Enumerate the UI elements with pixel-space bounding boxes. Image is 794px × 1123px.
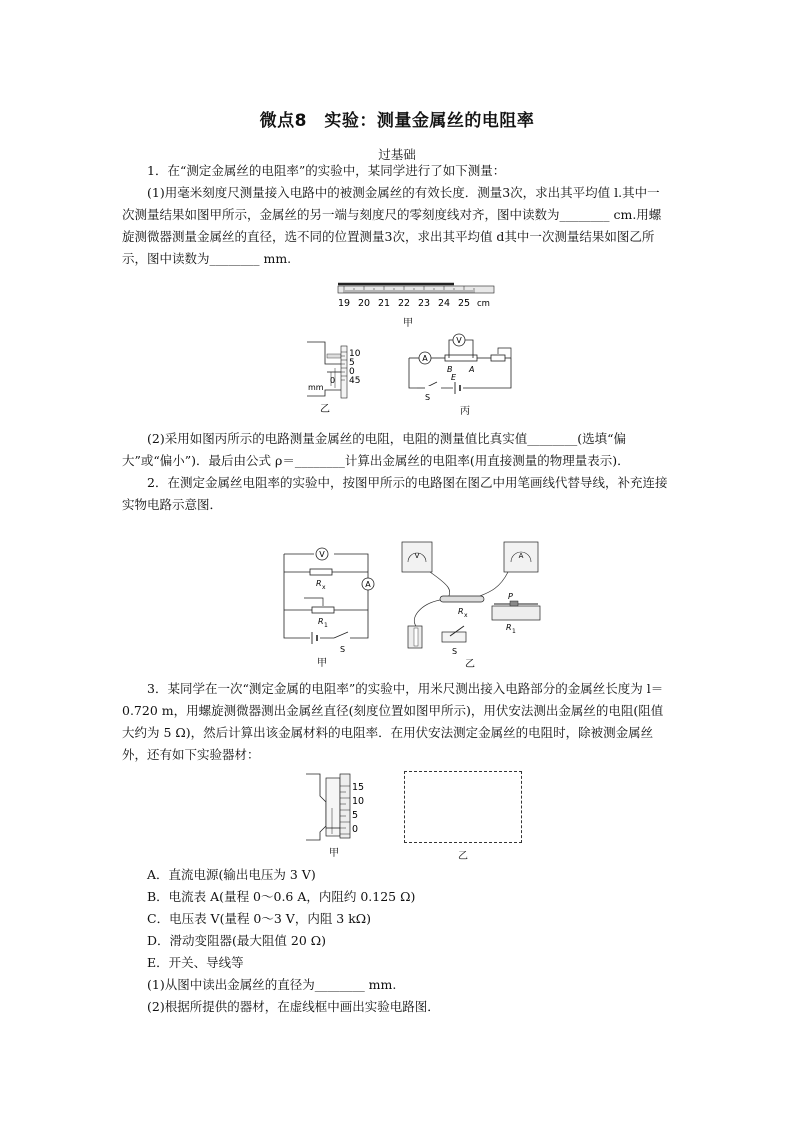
question-3 — [122, 678, 672, 766]
micrometer-label-0: 0 — [349, 367, 355, 377]
voltmeter-label: V — [319, 550, 325, 559]
ruler-label: 24 — [437, 298, 451, 309]
r1-subscript: 1 — [512, 628, 516, 635]
question-1 — [122, 160, 672, 270]
ruler-unit: cm — [477, 299, 490, 309]
option-d: D．滑动变阻器(最大阻值 20 Ω) — [147, 933, 326, 948]
q3-text: 3．某同学在一次“测定金属的电阻率”的实验中，用米尺测出接入电路部分的金属丝长度为 l＝0.720 m，用螺旋测微器测出金属丝直径(刻度位置如图甲所示)，用伏安法测出金属丝的电阻(阻值大约为 5 Ω)，然后计算出该金属材料的电阻率．在用伏安法测定金属丝的电阻时，除被测金属丝外，还有如下实验器材： — [122, 681, 664, 762]
connecting-wire — [414, 600, 440, 626]
rheostat-symbol — [491, 355, 505, 361]
ammeter-label: A — [422, 354, 428, 363]
q1-lead: 1．在“测定金属丝的电阻率”的实验中，某同学进行了如下测量： — [147, 163, 506, 178]
option-c: C．电压表 V(量程 0～3 V，内阻 3 kΩ) — [147, 911, 372, 926]
micrometer-label-10: 10 — [352, 796, 365, 807]
fig-caption-jia: 甲 — [317, 658, 327, 669]
q1-micrometer-figure — [303, 338, 373, 416]
micrometer-zero: 0 — [330, 376, 336, 385]
r1-slider — [304, 598, 323, 606]
rx-subscript: x — [464, 612, 468, 619]
fig-caption-yi: 乙 — [320, 404, 330, 415]
micrometer-unit: mm — [308, 383, 324, 392]
micrometer-label-5: 5 — [349, 358, 355, 368]
micrometer-label-15: 15 — [352, 782, 365, 793]
option-b: B．电流表 A(量程 0～0.6 A，内阻约 0.125 Ω) — [147, 889, 416, 904]
connecting-wire — [480, 572, 508, 596]
fig-caption-jia: 甲 — [403, 318, 413, 329]
battery-gap — [453, 382, 463, 394]
ruler-label: 19 — [337, 298, 351, 309]
fig-caption-yi: 乙 — [465, 659, 475, 670]
switch-label: S — [425, 393, 431, 402]
connecting-wire — [430, 572, 450, 598]
rx-wire-board — [440, 596, 484, 602]
q2-schematic-figure — [276, 544, 376, 670]
q2-apparatus-figure — [400, 540, 545, 670]
ruler-label: 23 — [417, 298, 431, 309]
q1-part1: (1)用毫米刻度尺测量接入电路中的被测金属丝的有效长度．测量3次，求出其平均值 l.其中一次测量结果如图甲所示，金属丝的另一端与刻度尺的零刻度线对齐，图中读数为________ cm.用螺旋测微器测量金属丝的直径，选不同的位置测量3次，求出其平均值 d其中一次测量结果如图乙所示，图中读数为________ mm. — [122, 185, 662, 266]
page-title: 微点8 实验：测量金属丝的电阻率 — [259, 111, 535, 131]
option-e: E．开关、导线等 — [147, 955, 244, 970]
battery-gap — [310, 632, 320, 644]
q3-equipment-list — [122, 864, 672, 1018]
ammeter-label: A — [518, 552, 524, 560]
p-label: P — [508, 592, 513, 601]
metal-wire-resistor — [445, 355, 477, 361]
emf-label: E — [451, 373, 457, 382]
r1-label: R — [506, 623, 512, 632]
r1-rheostat-device — [492, 606, 540, 620]
point-a-label: A — [469, 365, 475, 374]
rx-label: R — [458, 607, 464, 616]
r1-rheostat — [312, 607, 334, 613]
question-2: 2．在测定金属丝电阻率的实验中，按图甲所示的电路图在图乙中用笔画线代替导线，补充连接实物电路示意图． — [122, 475, 668, 512]
ruler-label: 22 — [397, 298, 411, 309]
r1-label: R — [318, 617, 324, 626]
fig-caption-yi: 乙 — [458, 851, 468, 862]
micrometer-label-5: 5 — [352, 810, 359, 821]
voltmeter-label: V — [456, 336, 462, 345]
micrometer-spindle — [327, 354, 341, 358]
switch-gap — [334, 634, 350, 642]
section-heading: 过基础 — [378, 147, 416, 162]
rx-resistor — [310, 569, 332, 575]
q1-part2: (2)采用如图丙所示的电路测量金属丝的电阻，电阻的测量值比真实值________(选填“偏大”或“偏小”)．最后由公式 ρ＝________计算出金属丝的电阻率(用直接测量的物理量表示)． — [122, 431, 630, 468]
rx-subscript: x — [322, 584, 326, 591]
point-b-label: B — [447, 365, 453, 374]
ammeter-label: A — [365, 580, 371, 589]
q3-sub2: (2)根据所提供的器材，在虚线框中画出实验电路图． — [147, 999, 440, 1014]
q3-sub1: (1)从图中读出金属丝的直径为________ mm. — [147, 977, 397, 992]
micrometer-label-45: 45 — [349, 376, 361, 386]
switch-label: S — [452, 647, 458, 656]
option-a: A．直流电源(输出电压为 3 V) — [147, 867, 316, 882]
r1-subscript: 1 — [324, 622, 328, 629]
ruler-label: 20 — [357, 298, 371, 309]
q3-micrometer-figure — [304, 768, 376, 860]
micrometer-label-0: 0 — [352, 824, 359, 835]
micrometer-sleeve — [326, 778, 340, 836]
ruler-label: 25 — [457, 298, 471, 309]
circuit-drawing-box[interactable] — [404, 771, 522, 843]
fig-caption-jia: 甲 — [329, 848, 339, 859]
voltmeter-label: V — [414, 552, 420, 560]
micrometer-thimble — [340, 774, 350, 838]
micrometer-frame — [306, 774, 326, 840]
q1-ruler-figure — [330, 278, 500, 330]
q1-circuit-figure — [403, 330, 523, 420]
battery-cell — [414, 628, 418, 646]
rx-label: R — [316, 579, 322, 588]
rheostat-slider — [510, 601, 518, 606]
fig-caption-bing: 丙 — [460, 406, 470, 417]
switch-label: S — [340, 645, 346, 654]
micrometer-label-10: 10 — [349, 349, 361, 359]
ruler-label: 21 — [377, 298, 391, 309]
question-1-part-2 — [122, 428, 672, 516]
